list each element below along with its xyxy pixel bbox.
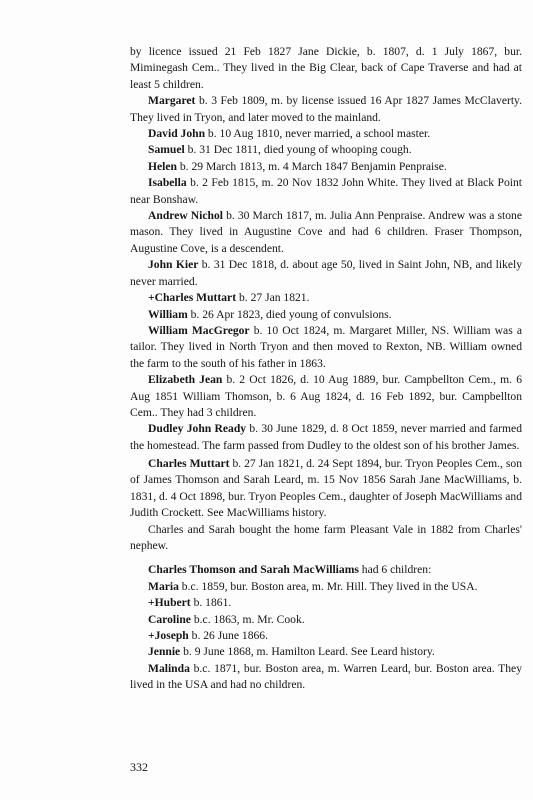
entry-text: b. 26 Apr 1823, died young of convulsions. [187, 307, 392, 321]
page-number: 332 [130, 760, 148, 774]
entry-text: b. 27 Jan 1821, d. 24 Sept 1894, bur. Tryon Peoples Cem., son of James Thomson and Sarah Leard, m. 15 Nov 1856 Sarah Jane MacWilliams, b. 1831, d. 4 Oct 1898, bur. Tryon Peoples Cem., daughter of Joseph MacWilliams and Judith Crockett. See MacWilliams history. [130, 457, 522, 520]
entry-text: b. 2 Oct 1826, d. 10 Aug 1889, bur. Campbellton Cem., m. 6 Aug 1851 William Thomson, b. 6 Aug 1824, d. 16 Feb 1892, bur. Campbellton Cem.. They had 3 children. [130, 373, 523, 419]
paragraph [130, 126, 522, 142]
entry-text: b. 9 June 1868, m. Hamilton Leard. See Leard history. [180, 645, 435, 659]
entry-text: b. 1861. [190, 596, 232, 610]
paragraph [130, 661, 522, 694]
entry-name: Andrew Nichol [148, 209, 224, 223]
entry-name: Helen [148, 159, 177, 173]
entry-text: b. 10 Oct 1824, m. Margaret Miller, NS. William was a tailor. They lived in North Tryon and then moved to Rexton, NB. William owned the farm to the south of his father in 1863. [130, 323, 522, 370]
entry-text: b.c. 1871, bur. Boston area, m. Warren Leard, bur. Boston area. They lived in the USA and had no children. [130, 661, 522, 692]
entry-name: William MacGregor [148, 323, 250, 337]
entry-text: by licence issued 21 Feb 1827 Jane Dickie, b. 1807, d. 1 July 1867, bur. Miminegash Cem.. They lived in the Big Clear, back of Cape Traverse and had at least 5 children. [130, 45, 522, 91]
paragraph [130, 142, 522, 158]
entry-name: Jennie [148, 645, 181, 659]
entry-name: Margaret [148, 94, 196, 108]
paragraph [130, 372, 522, 421]
spacer [130, 554, 522, 562]
paragraph [130, 644, 522, 660]
entry-name: Isabella [148, 176, 187, 190]
paragraph [130, 208, 522, 257]
entry-text: b. 3 Feb 1809, m. by license issued 16 Apr 1827 James McClaverty. They lived in Tryon, and later moved to the mainland. [130, 94, 522, 124]
entry-name: Charles Thomson and Sarah MacWilliams [148, 563, 359, 577]
entry-text: b. 2 Feb 1815, m. 20 Nov 1832 John White. They lived at Black Point near Bonshaw. [130, 176, 522, 206]
entry-text: b. 27 Jan 1821. [236, 291, 310, 305]
entry-name: Maria [148, 579, 179, 593]
paragraph [130, 159, 522, 175]
entry-text: b. 10 Aug 1810, never married, a school master. [205, 127, 431, 141]
entry-text: b. 31 Dec 1818, d. about age 50, lived in Saint John, NB, and likely never married. [130, 258, 522, 288]
paragraph [130, 562, 522, 578]
paragraph [130, 307, 522, 323]
entry-name: David John [148, 127, 206, 141]
entry-text: Charles and Sarah bought the home farm Pleasant Vale in 1882 from Charles' nephew. [130, 522, 522, 553]
entry-text: b. 31 Dec 1811, died young of whooping cough. [184, 143, 412, 157]
entry-name: +Hubert [148, 596, 191, 610]
paragraph [130, 323, 522, 372]
paragraph [130, 612, 522, 628]
paragraph [130, 44, 522, 93]
paragraph [130, 456, 522, 522]
paragraph [130, 595, 522, 611]
entry-text: b. 30 June 1829, d. 8 Oct 1859, never married and farmed the homestead. The farm passed from Dudley to the oldest son of his brother James. [130, 422, 523, 452]
paragraph [130, 628, 522, 644]
entry-name: Elizabeth Jean [148, 373, 223, 387]
entry-name: Samuel [148, 143, 185, 157]
entry-name: William [148, 307, 188, 321]
paragraph [130, 290, 522, 306]
entry-name: +Charles Muttart [148, 291, 237, 305]
entry-text: b. 30 March 1817, m. Julia Ann Penpraise. Andrew was a stone mason. They lived in Augustine Cove and had 6 children. Fraser Thompson, Augustine Cove, is a descendent. [130, 209, 523, 255]
entry-text: b. 26 June 1866. [188, 629, 268, 643]
entry-name: +Joseph [148, 629, 189, 643]
entry-name: Caroline [148, 612, 191, 626]
paragraph [130, 579, 522, 595]
entry-name: Charles Muttart [148, 457, 230, 470]
paragraph [130, 257, 522, 290]
genealogy-block-children-of-james [130, 44, 522, 454]
entry-text: b.c. 1863, m. Mr. Cook. [190, 612, 305, 626]
entry-name: Malinda [148, 661, 190, 675]
entry-name: Dudley John Ready [148, 422, 247, 436]
entry-text: b.c. 1859, bur. Boston area, m. Mr. Hill. They lived in the USA. [178, 579, 478, 593]
entry-text: had 6 children: [358, 563, 432, 577]
entry-text: b. 29 March 1813, m. 4 March 1847 Benjamin Penpraise. [176, 159, 447, 173]
paragraph [130, 421, 522, 454]
genealogy-block-charles-muttart [130, 456, 522, 694]
entry-name: John Kier [148, 258, 199, 272]
paragraph [130, 522, 522, 555]
paragraph [130, 93, 522, 126]
paragraph [130, 175, 522, 208]
